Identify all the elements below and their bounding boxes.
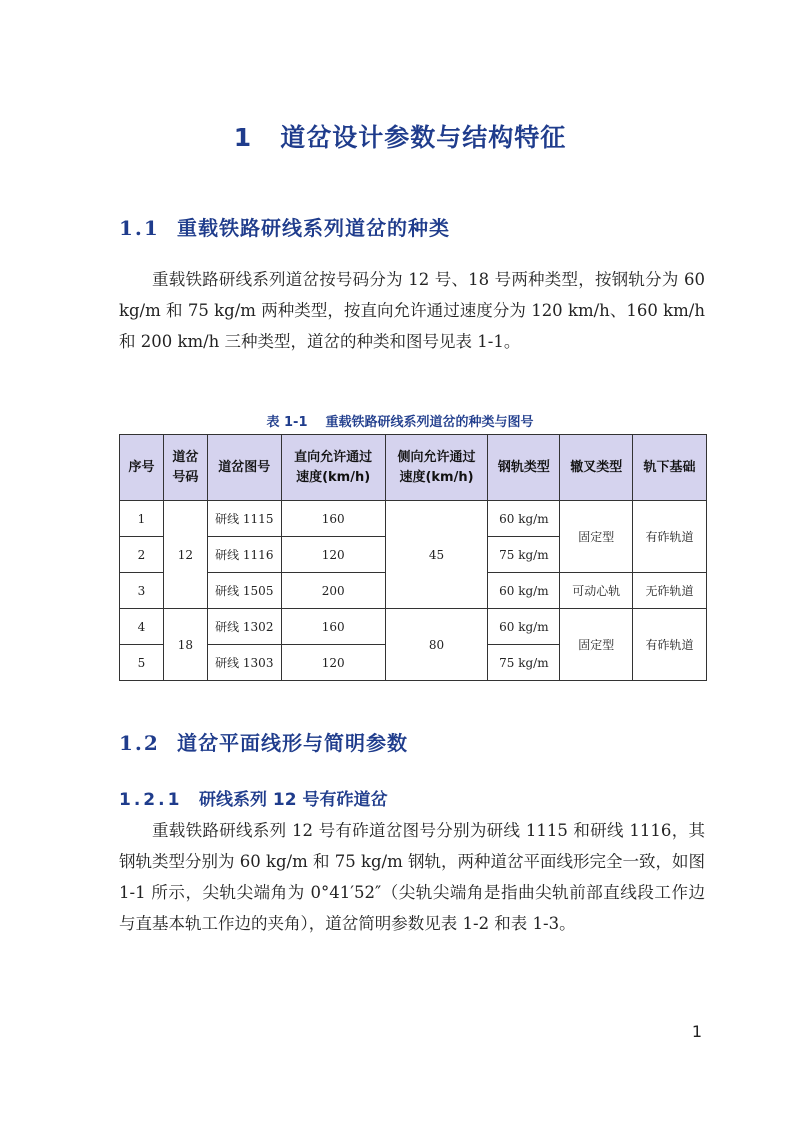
cell-side-speed: 80: [385, 609, 488, 681]
cell-drawing-no: 研线 1115: [207, 501, 281, 537]
cell-seq: 2: [120, 537, 164, 573]
cell-frog-type: 固定型: [560, 609, 633, 681]
cell-frog-type: 固定型: [560, 501, 633, 573]
cell-straight-speed: 160: [281, 609, 385, 645]
header-foundation: 轨下基础: [633, 435, 707, 501]
page-number: 1: [691, 1022, 702, 1041]
chapter-title-text: 道岔设计参数与结构特征: [280, 123, 567, 152]
cell-rail-type: 60 kg/m: [488, 609, 560, 645]
cell-foundation: 无砟轨道: [633, 573, 707, 609]
table-row: [120, 609, 707, 645]
section-1-1-number: 1.1: [119, 216, 160, 240]
section-1-1-title: 重载铁路研线系列道岔的种类: [177, 216, 450, 240]
cell-drawing-no: 研线 1302: [207, 609, 281, 645]
chapter-title: [0, 118, 800, 154]
table-caption: [0, 411, 800, 430]
cell-drawing-no: 研线 1116: [207, 537, 281, 573]
cell-foundation: 有砟轨道: [633, 501, 707, 573]
cell-side-speed: 45: [385, 501, 488, 609]
cell-rail-type: 75 kg/m: [488, 537, 560, 573]
header-side-speed: 侧向允许通过 速度(km/h): [385, 435, 488, 501]
header-seq: 序号: [120, 435, 164, 501]
cell-straight-speed: 160: [281, 501, 385, 537]
section-1-2-heading: [119, 727, 408, 756]
header-straight-speed: 直向允许通过 速度(km/h): [281, 435, 385, 501]
header-drawing-no: 道岔图号: [207, 435, 281, 501]
header-turnout-no: 道岔 号码: [163, 435, 207, 501]
cell-straight-speed: 200: [281, 573, 385, 609]
cell-frog-type: 可动心轨: [560, 573, 633, 609]
table-caption-text: 重载铁路研线系列道岔的种类与图号: [325, 415, 534, 430]
table-number: 表 1-1: [266, 415, 308, 430]
section-1-1-heading: [119, 212, 450, 241]
section-1-2-number: 1.2: [119, 731, 160, 755]
table-header-row: [120, 435, 707, 501]
turnout-types-table: [119, 434, 707, 681]
cell-straight-speed: 120: [281, 537, 385, 573]
cell-foundation: 有砟轨道: [633, 609, 707, 681]
cell-turnout-no: 12: [163, 501, 207, 609]
section-1-2-1-title: 研线系列 12 号有砟道岔: [199, 790, 388, 810]
section-1-2-1-number: 1.2.1: [119, 790, 183, 810]
cell-seq: 1: [120, 501, 164, 537]
chapter-number: 1: [233, 123, 253, 152]
header-frog-type: 辙叉类型: [560, 435, 633, 501]
cell-turnout-no: 18: [163, 609, 207, 681]
cell-rail-type: 60 kg/m: [488, 501, 560, 537]
cell-straight-speed: 120: [281, 645, 385, 681]
section-1-2-title: 道岔平面线形与简明参数: [177, 731, 408, 755]
section-1-2-1-heading: [119, 785, 388, 810]
cell-rail-type: 75 kg/m: [488, 645, 560, 681]
header-rail-type: 钢轨类型: [488, 435, 560, 501]
cell-seq: 3: [120, 573, 164, 609]
table-row: [120, 501, 707, 537]
cell-rail-type: 60 kg/m: [488, 573, 560, 609]
cell-drawing-no: 研线 1303: [207, 645, 281, 681]
cell-drawing-no: 研线 1505: [207, 573, 281, 609]
section-1-1-paragraph: 重载铁路研线系列道岔按号码分为 12 号、18 号两种类型，按钢轨分为 60 kg/m 和 75 kg/m 两种类型，按直向允许通过速度分为 120 km/h、160 km/h 和 200 km/h 三种类型，道岔的种类和图号见表 1-1。: [119, 270, 705, 351]
cell-seq: 5: [120, 645, 164, 681]
section-1-2-1-paragraph: 重载铁路研线系列 12 号有砟道岔图号分别为研线 1115 和研线 1116，其钢轨类型分别为 60 kg/m 和 75 kg/m 钢轨，两种道岔平面线形完全一致，如图 1-1 所示，尖轨尖端角为 0°41′52″（尖轨尖端角是指曲尖轨前部直线段工作边与直基本轨工作边的夹角），道岔简明参数见表 1-2 和表 1-3。: [119, 821, 705, 933]
cell-seq: 4: [120, 609, 164, 645]
